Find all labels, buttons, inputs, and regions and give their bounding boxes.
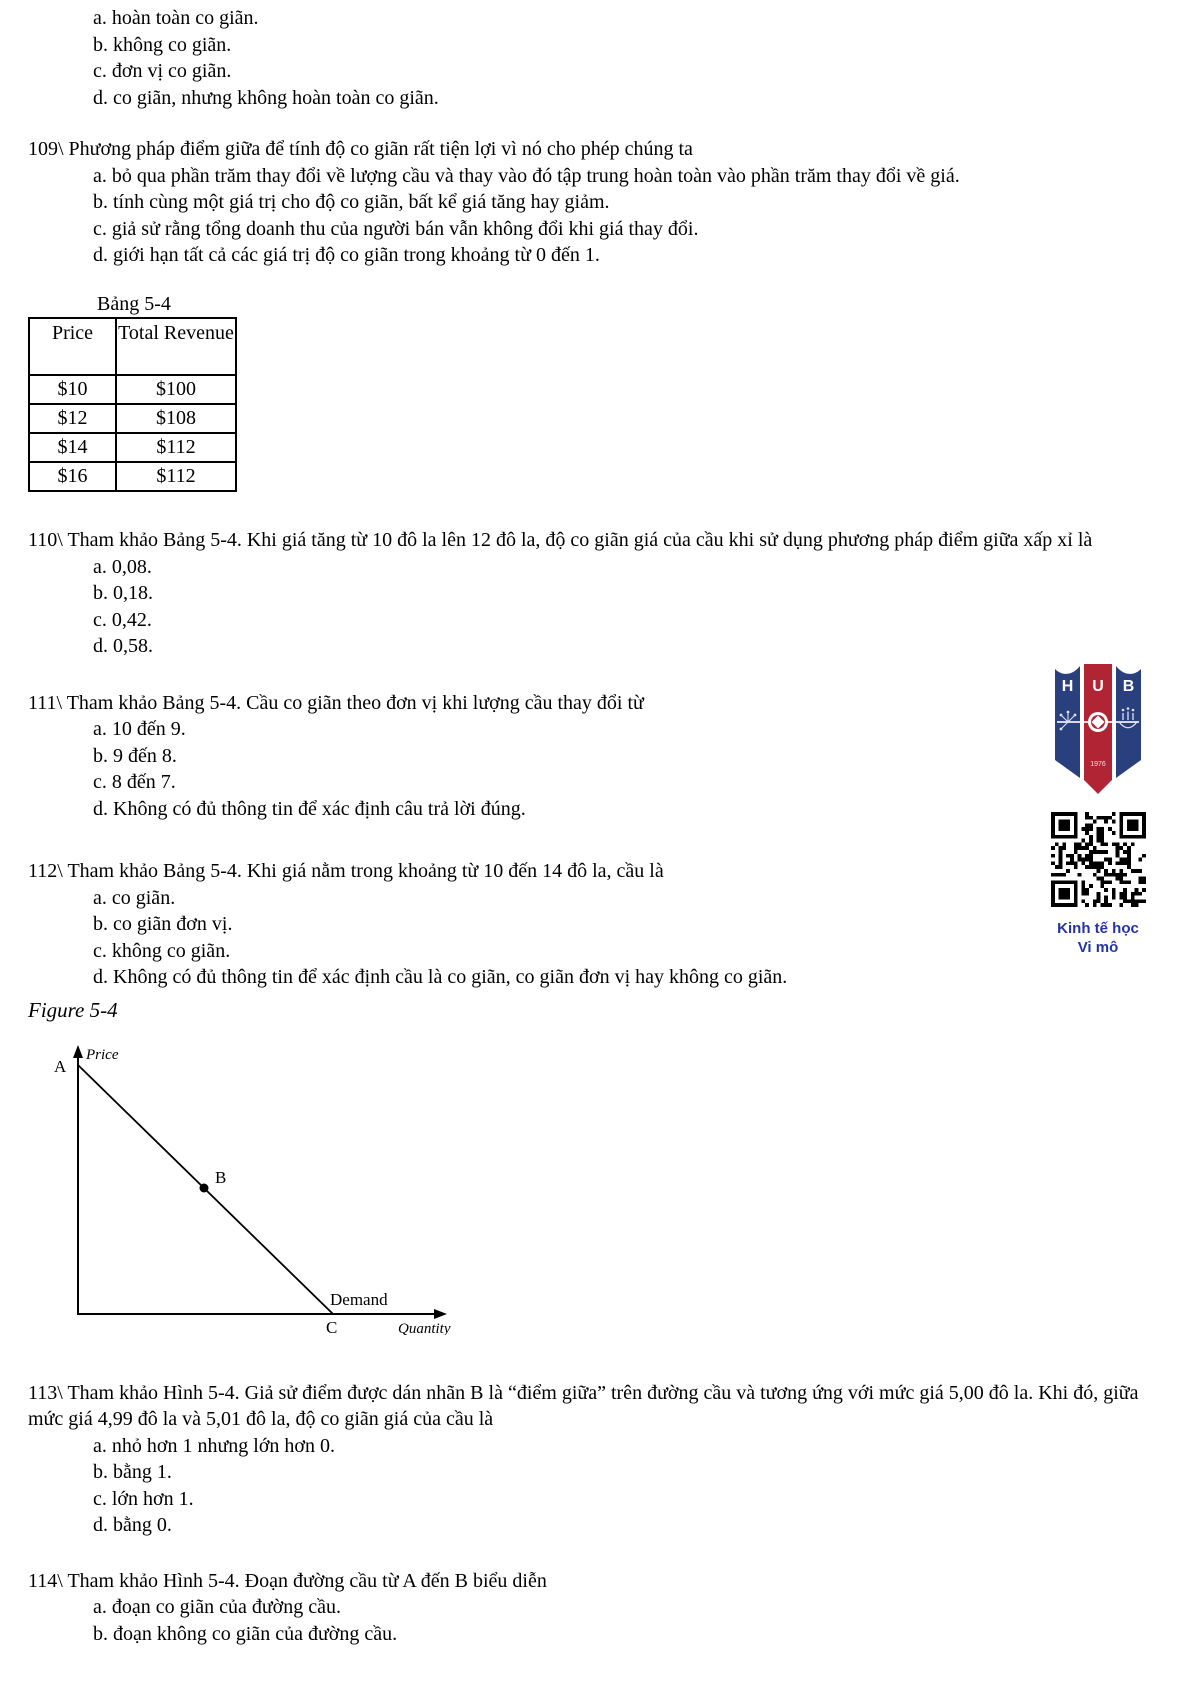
- price-axis-arrow-icon: [73, 1045, 83, 1058]
- question-title: 114\ Tham khảo Hình 5-4. Đoạn đường cầu từ A đến B biểu diễn: [28, 1569, 547, 1592]
- option: a. 0,08.: [93, 555, 152, 578]
- option: c. đơn vị co giãn.: [93, 60, 232, 82]
- option: b. đoạn không co giãn của đường cầu.: [93, 1622, 398, 1645]
- option: d. co giãn, nhưng không hoàn toàn co giãn.: [93, 86, 439, 109]
- question-title: 112\ Tham khảo Bảng 5-4. Khi giá nằm trong khoảng từ 10 đến 14 đô la, cầu là: [28, 860, 664, 882]
- table-cell: $108: [116, 404, 236, 433]
- demand-label: Demand: [330, 1289, 388, 1309]
- option: d. Không có đủ thông tin để xác định cầu là co giãn, co giãn đơn vị hay không co giãn.: [93, 966, 788, 988]
- option: a. đoạn co giãn của đường cầu.: [93, 1596, 341, 1618]
- intro-options: [28, 5, 1160, 111]
- logo-letter-h: H: [1061, 678, 1074, 695]
- option: c. giả sử rằng tổng doanh thu của người bán vẫn không đổi khi giá thay đổi.: [93, 217, 699, 240]
- logo-letter-u: U: [1092, 678, 1104, 695]
- figure-5-4: [28, 1045, 1160, 1341]
- option: c. 0,42.: [93, 608, 152, 631]
- course-caption-line1: Kinh tế học: [1057, 920, 1139, 937]
- table-row: [29, 462, 236, 491]
- point-a-label: A: [54, 1056, 67, 1076]
- option: a. hoàn toàn co giãn.: [93, 7, 259, 29]
- table-cell: $112: [116, 433, 236, 462]
- logo-letter-b: B: [1122, 678, 1135, 695]
- point-b-label: B: [215, 1167, 227, 1187]
- table-cell: $16: [29, 462, 116, 491]
- option: d. 0,58.: [93, 635, 153, 657]
- table-5-4-block: [28, 291, 1160, 493]
- question-title: 111\ Tham khảo Bảng 5-4. Cầu co giãn theo đơn vị khi lượng cầu thay đổi từ: [28, 691, 644, 714]
- demand-curve-figure: [28, 1045, 468, 1335]
- question-112: [28, 858, 1160, 991]
- table-cell: $10: [29, 375, 116, 404]
- option: c. lớn hơn 1.: [93, 1487, 194, 1510]
- question-114: [28, 1568, 1160, 1648]
- option: d. giới hạn tất cả các giá trị độ co giãn trong khoảng từ 0 đến 1.: [93, 244, 600, 266]
- table-cell: $100: [116, 375, 236, 404]
- quantity-axis-arrow-icon: [434, 1309, 447, 1319]
- table-5-4: [28, 317, 237, 492]
- point-b-dot: [200, 1183, 209, 1192]
- option: c. không co giãn.: [93, 939, 231, 962]
- option: b. tính cùng một giá trị cho độ co giãn, bất kể giá tăng hay giảm.: [93, 191, 610, 213]
- hub-logo: [1052, 660, 1144, 796]
- question-title: 110\ Tham khảo Bảng 5-4. Khi giá tăng từ 10 đô la lên 12 đô la, độ co giãn giá của cầu khi sử dụng phương pháp điểm giữa xấp xỉ là: [28, 529, 1093, 551]
- option: b. 0,18.: [93, 582, 153, 604]
- option: c. 8 đến 7.: [93, 771, 176, 793]
- table-caption: Bảng 5-4: [97, 292, 171, 315]
- question-title: 109\ Phương pháp điểm giữa để tính độ co giãn rất tiện lợi vì nó cho phép chúng ta: [28, 138, 693, 160]
- qr-code: [1051, 812, 1146, 907]
- question-109: [28, 136, 1160, 269]
- option: d. Không có đủ thông tin để xác định câu trả lời đúng.: [93, 797, 526, 820]
- option: a. co giãn.: [93, 886, 176, 909]
- table-cell: $112: [116, 462, 236, 491]
- table-cell: $14: [29, 433, 116, 462]
- table-row: [29, 433, 236, 462]
- question-113: [28, 1380, 1160, 1539]
- table-header-total-revenue: Total Revenue: [116, 318, 236, 375]
- option: d. bằng 0.: [93, 1514, 172, 1536]
- table-row: [29, 404, 236, 433]
- option: b. 9 đến 8.: [93, 744, 177, 767]
- question-111: [28, 690, 1160, 823]
- price-axis-label: Price: [86, 1046, 119, 1063]
- table-header-price: Price: [29, 318, 116, 375]
- option: b. co giãn đơn vị.: [93, 913, 233, 935]
- option: a. nhỏ hơn 1 nhưng lớn hơn 0.: [93, 1434, 336, 1457]
- table-row: [29, 375, 236, 404]
- option: a. 10 đến 9.: [93, 718, 186, 740]
- question-110: [28, 527, 1160, 660]
- main-content: [28, 0, 1160, 1647]
- course-caption-line2: Vi mô: [1077, 939, 1119, 956]
- question-title: 113\ Tham khảo Hình 5-4. Giả sử điểm được dán nhãn B là “điểm giữa” trên đường cầu và tương ứng với mức giá 5,00 đô la. Khi đó, giữa mức giá 4,99 đô la và 5,01 đô la, độ co giãn giá của cầu là: [28, 1381, 1139, 1430]
- quantity-axis-label: Quantity: [398, 1320, 451, 1335]
- option: b. bằng 1.: [93, 1461, 172, 1483]
- point-c-label: C: [326, 1317, 338, 1335]
- option: a. bỏ qua phần trăm thay đổi về lượng cầu và thay vào đó tập trung hoàn toàn vào phần trăm thay đổi về giá.: [93, 164, 960, 187]
- figure-caption: Figure 5-4: [28, 997, 118, 1022]
- table-cell: $12: [29, 404, 116, 433]
- course-caption: [1045, 919, 1151, 957]
- branding-column: [1045, 660, 1151, 957]
- option: b. không co giãn.: [93, 33, 232, 56]
- logo-year: 1976: [1090, 761, 1106, 768]
